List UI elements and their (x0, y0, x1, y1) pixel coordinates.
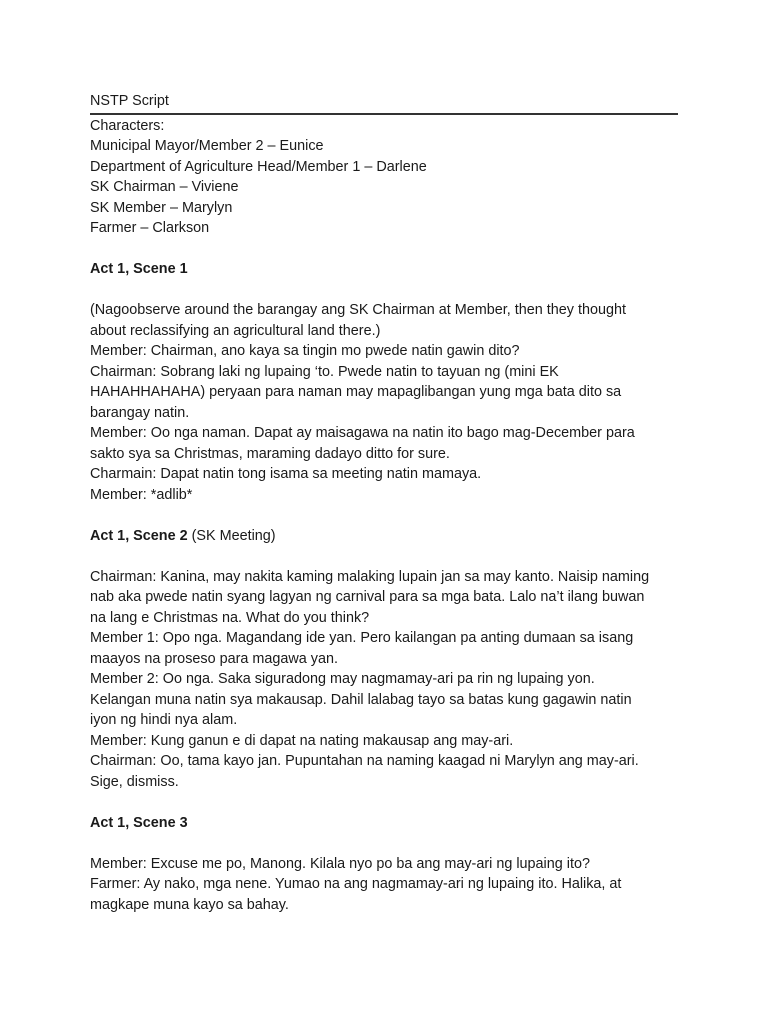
characters-heading: Characters: (90, 117, 165, 134)
script-line: Member: Kung ganun e di dapat na nating makausap ang may-ari. (90, 732, 514, 749)
script-line: Member: *adlib* (90, 486, 193, 503)
script-line: Kelangan muna natin sya makausap. Dahil lalabag tayo sa batas kung gagawin natin (90, 691, 632, 708)
script-line: (Nagoobserve around the barangay ang SK Chairman at Member, then they thought (90, 302, 626, 318)
script-line: Farmer: Ay nako, mga nene. Yumao na ang nagmamay-ari ng lupaing ito. Halika, at (90, 876, 622, 892)
character-entry: Municipal Mayor/Member 2 – Eunice (90, 138, 324, 154)
scene-3-title: Act 1, Scene 3 (90, 814, 188, 831)
spacer (90, 833, 678, 854)
script-line: Sige, dismiss. (90, 773, 179, 790)
scene-1-heading (90, 259, 678, 280)
script-line: maayos na proseso para magawa yan. (90, 650, 338, 667)
character-entry: SK Member – Marylyn (90, 199, 233, 216)
spacer (90, 792, 678, 813)
scene-2-title: Act 1, Scene 2 (90, 527, 188, 544)
script-line: Chairman: Oo, tama kayo jan. Pupuntahan na naming kaagad ni Marylyn ang may-ari. (90, 753, 639, 769)
script-line: Charmain: Dapat natin tong isama sa meeting natin mamaya. (90, 466, 482, 482)
script-line: about reclassifying an agricultural land there.) (90, 322, 381, 339)
script-line: nab aka pwede natin syang lagyan ng carnival para sa mga bata. Lalo na’t ilang buwan (90, 589, 645, 605)
scene-2-subtitle: (SK Meeting) (187, 527, 276, 544)
script-line: Member: Oo nga naman. Dapat ay maisagawa na natin ito bago mag-December para (90, 425, 635, 441)
script-line: barangay natin. (90, 404, 190, 421)
script-line: iyon ng hindi nya alam. (90, 712, 238, 728)
character-entry: SK Chairman – Viviene (90, 179, 239, 195)
document-title: NSTP Script (90, 91, 678, 115)
scene-3-heading (90, 813, 678, 834)
script-line: HAHAHHAHAHA) peryaan para naman may mapaglibangan yung mga bata dito sa (90, 384, 622, 400)
script-line: Chairman: Sobrang laki ng lupaing ‘to. Pwede natin to tayuan ng (mini EK (90, 363, 559, 380)
script-line: Member: Excuse me po, Manong. Kilala nyo po ba ang may-ari ng lupaing ito? (90, 855, 590, 872)
script-line: Member 1: Opo nga. Magandang ide yan. Pero kailangan pa anting dumaan sa isang (90, 630, 634, 646)
spacer (90, 239, 678, 260)
scene-1-title: Act 1, Scene 1 (90, 261, 188, 277)
script-line: na lang e Christmas na. What do you think? (90, 609, 370, 626)
scene-2-heading (90, 526, 678, 547)
spacer (90, 546, 678, 567)
spacer (90, 280, 678, 301)
character-entry: Farmer – Clarkson (90, 220, 210, 236)
script-line: sakto sya sa Christmas, maraming dadayo ditto for sure. (90, 445, 450, 462)
spacer (90, 505, 678, 526)
script-line: Chairman: Kanina, may nakita kaming malaking lupain jan sa may kanto. Naisip naming (90, 568, 650, 585)
script-line: magkape muna kayo sa bahay. (90, 896, 289, 913)
script-line: Member 2: Oo nga. Saka siguradong may nagmamay-ari pa rin ng lupaing yon. (90, 671, 595, 687)
character-entry: Department of Agriculture Head/Member 1 – Darlene (90, 158, 427, 175)
script-line: Member: Chairman, ano kaya sa tingin mo pwede natin gawin dito? (90, 343, 520, 359)
